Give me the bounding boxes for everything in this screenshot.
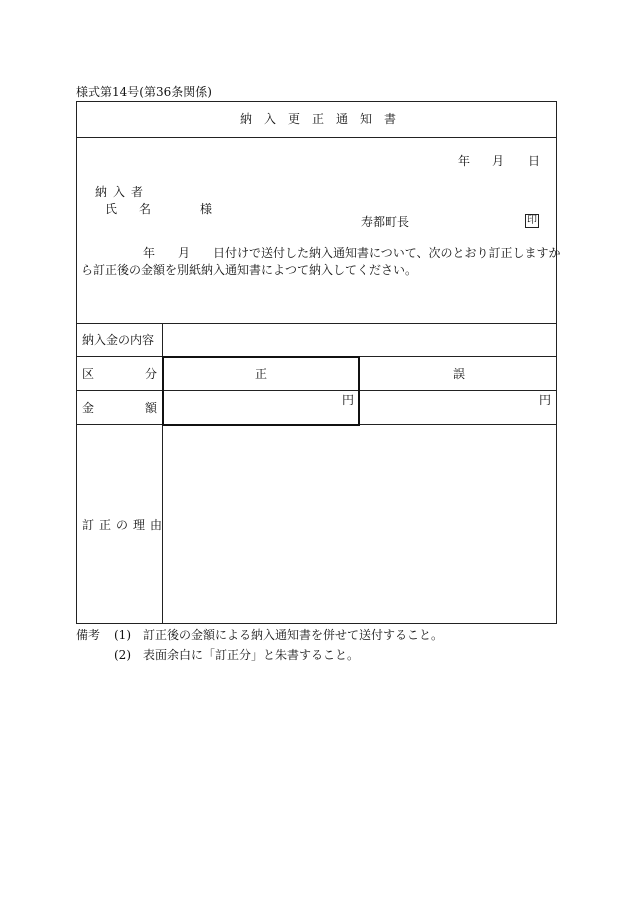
body-line-2: ら訂正後の金額を別紙納入通知書によつて納入してください。 <box>81 263 418 277</box>
note-2-text: 表面余白に「訂正分」と朱書すること。 <box>143 648 360 662</box>
body-year: 年 <box>143 246 156 260</box>
section-divider <box>76 323 557 324</box>
content-label: 納入金の内容 <box>82 333 155 347</box>
form-title: 納入更正通知書 <box>240 112 409 126</box>
reason-label: 訂正の理由 <box>82 518 168 532</box>
date-month: 月 <box>492 154 505 168</box>
title-divider <box>76 137 557 138</box>
notes-label: 備考 <box>76 628 101 642</box>
date-day: 日 <box>528 154 541 168</box>
payer-honorific: 様 <box>200 202 213 216</box>
correct-label: 正 <box>255 367 268 381</box>
note-1-number: (1) <box>114 628 131 642</box>
seal-mark: 印 <box>527 215 537 226</box>
yen-unit-wrong: 円 <box>539 393 552 407</box>
note-2-number: (2) <box>114 648 131 662</box>
payer-name-label: 氏名 <box>105 202 174 216</box>
body-month: 月 <box>178 246 191 260</box>
category-label: 区分 <box>82 367 209 381</box>
issuer-name: 寿都町長 <box>361 215 410 229</box>
form-label: 様式第14号(第36条関係) <box>76 85 212 99</box>
yen-unit-correct: 円 <box>342 393 355 407</box>
body-line-1: 日付けで送付した納入通知書について、次のとおり訂正しますか <box>213 246 561 260</box>
payer-label: 納入者 <box>95 185 150 199</box>
wrong-label: 誤 <box>453 367 466 381</box>
note-1-text: 訂正後の金額による納入通知書を併せて送付すること。 <box>143 628 444 642</box>
date-year: 年 <box>458 154 471 168</box>
amount-label: 金額 <box>82 401 209 415</box>
